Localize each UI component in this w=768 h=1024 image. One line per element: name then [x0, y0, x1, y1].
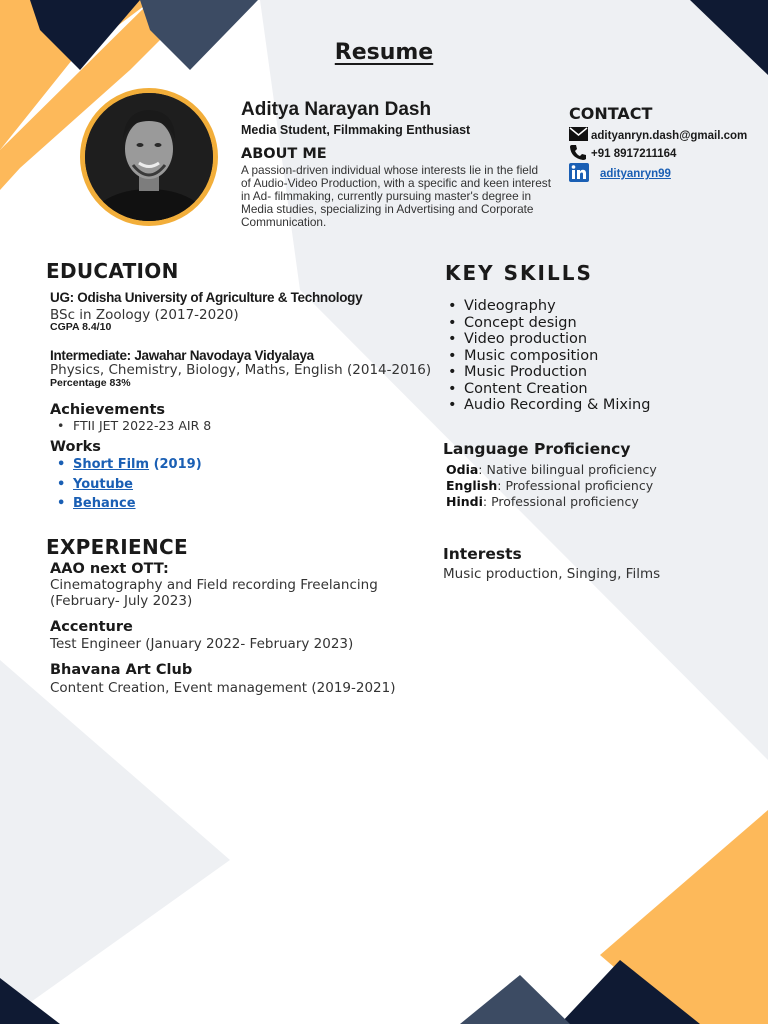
contact-linkedin-row — [569, 163, 671, 185]
short-film-year: (2019) — [149, 457, 202, 472]
skill-item: • Audio Recording & Mixing — [441, 397, 650, 414]
profile-photo-image — [85, 93, 213, 221]
slate-triangle-bottom — [460, 975, 570, 1024]
about-text: A passion-driven individual whose interests lie in the field of Audio-Video Production, with a specific and keen interest in Ad- filmmaking, currently pursuing master's degree in Media studies, specializing in Advertising and Corporate Communication. — [241, 163, 551, 229]
experience-desc-accenture: Test Engineer (January 2022- February 2023) — [50, 636, 354, 652]
mail-icon — [569, 127, 591, 144]
skill-item: • Music composition — [441, 348, 650, 365]
profile-photo — [80, 88, 218, 226]
intermediate-title: Intermediate: Jawahar Navodaya Vidyalaya — [50, 348, 314, 363]
language-level: : Native bilingual proficiency — [478, 462, 657, 477]
contact-phone-row — [569, 144, 676, 164]
contact-phone[interactable]: +91 8917211164 — [591, 148, 677, 160]
language-name: Odia — [446, 462, 479, 477]
ug-score: CGPA 8.4/10 — [50, 321, 112, 333]
works-list — [50, 455, 202, 514]
experience-heading: EXPERIENCE — [46, 535, 188, 559]
short-film-link[interactable]: Short Film — [73, 457, 150, 472]
works-item-short-film — [50, 455, 202, 475]
about-heading: ABOUT ME — [241, 146, 327, 162]
language-heading: Language Proficiency — [443, 440, 631, 458]
ug-degree: BSc in Zoology (2017-2020) — [50, 307, 239, 323]
key-skills-heading: KEY SKILLS — [445, 261, 593, 285]
language-row-english — [446, 478, 657, 494]
interests-heading: Interests — [443, 545, 522, 563]
experience-org-aao: AAO next OTT: — [50, 561, 169, 577]
behance-link[interactable]: Behance — [73, 496, 136, 511]
phone-icon — [569, 144, 591, 164]
experience-desc-aao: Cinematography and Field recording Freelancing (February- July 2023) — [50, 577, 378, 609]
works-item-youtube — [50, 475, 202, 495]
language-name: English — [446, 478, 498, 493]
contact-heading: CONTACT — [569, 104, 653, 123]
profile-subtitle: Media Student, Filmmaking Enthusiast — [241, 123, 471, 137]
interests-text: Music production, Singing, Films — [443, 566, 661, 582]
achievements-heading: Achievements — [50, 402, 166, 418]
works-item-behance — [50, 494, 202, 514]
key-skills-list — [441, 298, 650, 414]
ug-title: UG: Odisha University of Agriculture & Technology — [50, 290, 363, 305]
skill-item: • Concept design — [441, 315, 650, 332]
contact-email[interactable]: adityanryn.dash@gmail.com — [591, 129, 748, 142]
page-title: Resume — [334, 40, 434, 65]
intermediate-subjects: Physics, Chemistry, Biology, Maths, English (2014-2016) — [50, 362, 432, 378]
language-name: Hindi — [446, 494, 483, 509]
full-name: Aditya Narayan Dash — [241, 99, 432, 120]
pale-shape-bottom-left — [0, 660, 230, 1024]
language-level: : Professional proficiency — [482, 494, 639, 509]
language-row-odia — [446, 462, 657, 478]
contact-email-row — [569, 127, 747, 144]
language-row-hindi — [446, 494, 657, 510]
experience-desc-bhavana: Content Creation, Event management (2019-2021) — [50, 680, 396, 696]
skill-item: • Videography — [441, 298, 650, 315]
skill-item: • Video production — [441, 331, 650, 348]
achievement-item: • FTII JET 2022-23 AIR 8 — [50, 418, 211, 433]
contact-linkedin-link[interactable]: adityanryn99 — [600, 168, 671, 180]
intermediate-score: Percentage 83% — [50, 377, 131, 389]
experience-org-bhavana: Bhavana Art Club — [50, 662, 193, 678]
experience-org-accenture: Accenture — [50, 619, 133, 635]
skill-item: • Music Production — [441, 364, 650, 381]
language-list — [446, 462, 657, 510]
youtube-link[interactable]: Youtube — [73, 476, 133, 492]
language-level: : Professional proficiency — [497, 478, 654, 493]
achievements-list — [50, 418, 211, 433]
education-heading: EDUCATION — [46, 259, 179, 283]
skill-item: • Content Creation — [441, 381, 650, 398]
works-heading: Works — [50, 439, 101, 455]
linkedin-icon — [569, 163, 600, 185]
